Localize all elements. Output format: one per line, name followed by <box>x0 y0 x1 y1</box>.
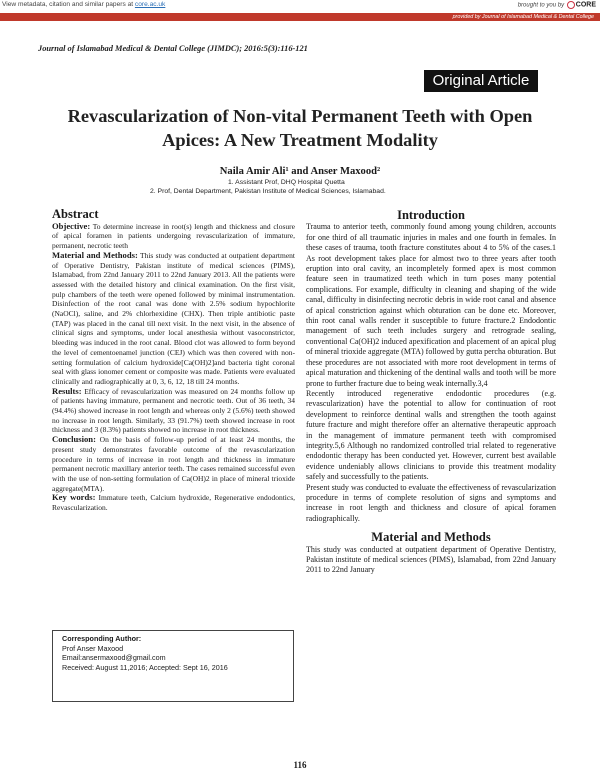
abstract-keywords <box>52 493 295 512</box>
methods-label: Material and Methods: <box>52 249 138 260</box>
page-number: 116 <box>293 760 307 770</box>
introduction-paragraph-3: Present study was conducted to evaluate the effectiveness of revascularization procedure in terms of complete resolution of signs and symptoms and increase in root length and thickness and closure of apical foramen radiographically. <box>306 482 556 523</box>
brought-by-text: brought to you by <box>517 2 565 9</box>
keywords-text: Immature teeth, Calcium hydroxide, Regenerative endodontics, Revascularization. <box>52 493 295 513</box>
corresponding-author-box <box>52 630 294 702</box>
provider-text: provided by Journal of Islamabad Medical & Dental College <box>452 14 594 20</box>
core-logo-icon <box>567 1 575 9</box>
objective-text: To determine increase in root(s) length and thickness and closure of apical foramen in patients undergoing revascularization of immature, permanent, necrotic teeth <box>52 221 295 251</box>
corresponding-name: Prof Anser Maxood <box>62 643 124 653</box>
methods-paragraph-1: This study was conducted at outpatient department of Operative Dentistry, Pakistan institute of medical sciences (PIMS), Islamabad, from 22nd January 2011 to 22nd January <box>306 544 556 575</box>
abstract-objective <box>52 222 295 251</box>
corresponding-heading: Corresponding Author: <box>62 634 142 643</box>
core-top-bar <box>0 0 600 10</box>
methods-text: This study was conducted at outpatient department of Operative Dentistry, Pakistan institute of medical sciences (PIMS), Islamabad, from 22nd January 2011 to 22nd January 2013. All the patients were assessed with the detailed history and clinical examination. On the first visit, pulp chambers of the teeth were opened followed by minimal instrumentation. Disinfection of the root canal was done with 2.5% sodium hypochlorite (NaOCl), saline, and 2% chlorhexidine (CHX). Then triple antibiotic paste (TAP) was placed in the canal till next visit. In the next visit, in the absence of clinical signs and symptoms, under local anesthesia without vasoconstrictor, bleeding was induced in the root canal. Blood clot was allowed to form beyond the level of cementoenamel junction (CEJ) which was then covered with non-setting formulation of calcium hydroxide[Ca(OH)2]and bacteria tight coronal seal with glass ionomer cement or composite was made. Patients were evaluated clinically and radiographically at 0, 3, 6, 12, 18 till 24 months. <box>52 250 295 386</box>
abstract-heading: Abstract <box>52 207 99 221</box>
journal-citation: Journal of Islamabad Medical & Dental College (JIMDC); 2016:5(3):116-121 <box>38 44 308 53</box>
core-brand[interactable]: CORE <box>575 1 596 9</box>
conclusion-label: Conclusion: <box>52 434 96 445</box>
introduction-paragraph-1: Trauma to anterior teeth, commonly found among young children, accounts for one third of all traumatic injuries in males and one fourth in females. In these cases of trauma, tooth fracture constitutes about 4 to 5% of the cases.1 As root development takes place for almost two to three years after tooth eruption into oral cavity, an incompletely formed apex is most common feature seen in traumatized teeth which in turn poses many potential complications. For example, difficulty in cleaning and shaping of the wide canal, difficulty in disinfecting necrotic debris in wide root canal and absence of apical constriction against which obturation can be done etc. Moreover, thin root canal walls render it susceptible to future fracture.2 Endodontic management of such teeth includes surgery and retrograde sealing, conventional Ca(OH)2 induced apexification and placement of an apical plug of mineral trioxide aggregate (MTA) followed by gutta percha obturation. But these procedures are not associated with more root development in terms of apical maturation and thickening of the dentinal walls and tooth will be more prone to further fracture due to being weak internally.3,4 <box>306 222 556 388</box>
corresponding-dates: Received: August 11,2016; Accepted: Sept 16, 2016 <box>62 662 228 672</box>
introduction-column <box>306 210 556 576</box>
keywords-label: Key words: <box>52 492 96 503</box>
authors: Naila Amir Ali¹ and Anser Maxood² <box>219 166 381 177</box>
affiliation-1: 1. Assistant Prof, DHQ Hospital Quetta <box>228 179 345 186</box>
introduction-heading: Introduction <box>397 208 465 222</box>
introduction-paragraph-2: Recently introduced regenerative endodontic procedures (e.g. revascularization) have the potential to allow for continuation of root development to reinforce dentinal walls and strengthen the tooth against future fracture and might therefore offer an alternative therapeutic approach in the management of immature permanent teeth with compromised integrity.5,6 Although no randomized controlled trial related to regenerative endodontic therapy has been conducted yet. However, current best available evidence undeniably allows clinicians to provide this treatment modality safely and successfully to the patients. <box>306 388 556 482</box>
corresponding-email[interactable]: Email:ansermaxood@gmail.com <box>62 653 166 663</box>
brought-by <box>518 1 596 9</box>
metadata-text: View metadata, citation and similar papers at <box>2 1 135 8</box>
results-text: Efficacy of revascularization was measured on 24 months follow up of patients having immature, permanent and necrotic teeth. Out of 36 teeth, 34 (94.4%) showed increase in root length and whereas only 2 (5.6%) teeth showed no increase in root length. Similarly, 33 (91.7%) teeth showed increase in root thickness and 3 (8.3%) patients showed no increase in root thickness. <box>52 386 295 435</box>
abstract-column <box>52 207 295 513</box>
core-link[interactable]: core.ac.uk <box>134 1 166 8</box>
abstract-conclusion <box>52 435 295 493</box>
methods-heading: Material and Methods <box>371 530 491 545</box>
article-title: Revascularization of Non-vital Permanent Teeth with Open Apices: A New Treatment Modality <box>67 106 533 150</box>
provider-bar <box>0 13 600 21</box>
results-label: Results: <box>52 385 82 396</box>
objective-label: Objective: <box>52 220 91 231</box>
article-type-badge: Original Article <box>424 70 538 92</box>
abstract-methods <box>52 251 295 387</box>
affiliation-2: 2. Prof, Dental Department, Pakistan Institute of Medical Sciences, Islamabad. <box>150 188 386 195</box>
conclusion-text: On the basis of follow-up period of at least 24 months, the present study demonstrates favorable outcome of the revascularization procedure in terms of increase in root length and thickness in immature permanent necrotic maxillary anterior teeth. The cases remained successful even with the use of non-setting formulation of Ca(OH)2 in place of mineral trioxide aggregate(MTA). <box>52 435 295 493</box>
metadata-notice <box>2 1 165 8</box>
abstract-results <box>52 387 295 436</box>
